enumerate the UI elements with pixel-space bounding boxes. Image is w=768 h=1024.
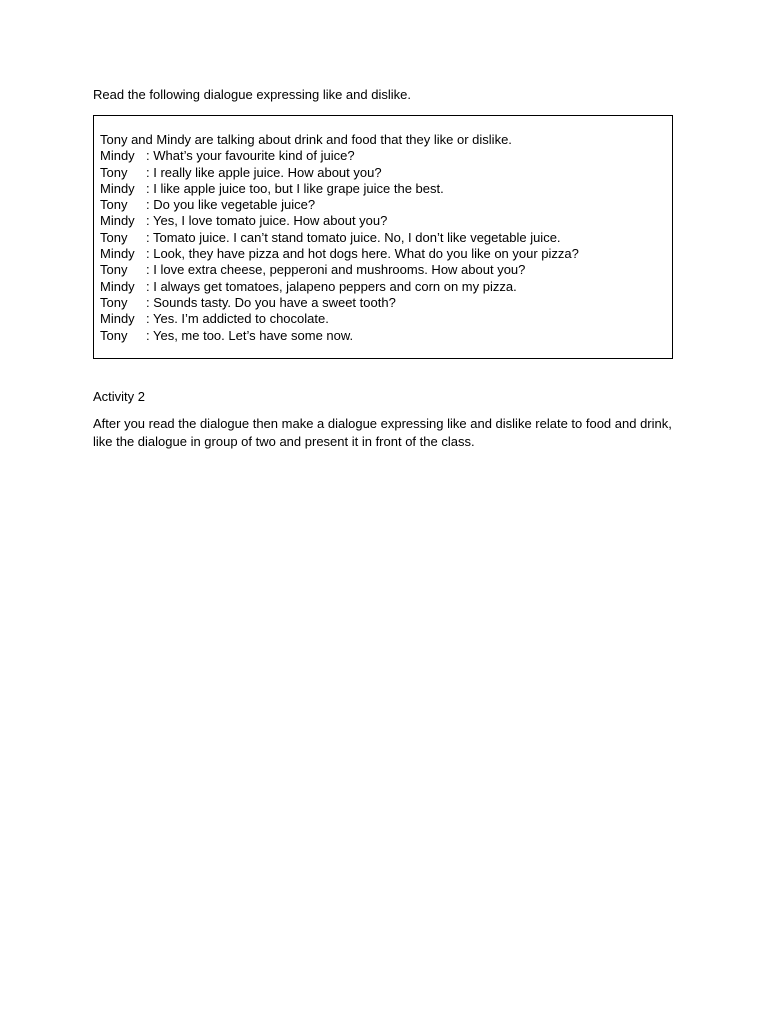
utterance-text: : I like apple juice too, but I like grape juice the best. <box>146 180 444 196</box>
utterance-text: : Tomato juice. I can’t stand tomato juice. No, I don’t like vegetable juice. <box>146 229 561 245</box>
utterance-text: : Sounds tasty. Do you have a sweet tooth? <box>146 294 396 310</box>
speaker-name: Mindy <box>100 180 135 196</box>
utterance-text: : Look, they have pizza and hot dogs here. What do you like on your pizza? <box>146 246 579 262</box>
utterance-text: : Yes, I love tomato juice. How about you? <box>146 213 388 229</box>
dialogue-line <box>100 246 672 262</box>
instructions-text: After you read the dialogue then make a dialogue expressing like and dislike relate to food and drink, like the dialogue in group of two and present it in front of the class. <box>93 416 672 449</box>
utterance-text: : I always get tomatoes, jalapeno peppers and corn on my pizza. <box>146 278 517 294</box>
speaker-name: Tony <box>100 262 128 278</box>
dialogue-box <box>93 115 673 359</box>
speaker-name: Mindy <box>100 278 135 294</box>
utterance-text: : What’s your favourite kind of juice? <box>146 148 355 164</box>
utterance-text: : I love extra cheese, pepperoni and mushrooms. How about you? <box>146 262 526 278</box>
dialogue-line <box>100 279 672 295</box>
utterance-text: : Yes. I’m addicted to chocolate. <box>146 311 329 327</box>
intro-text: Read the following dialogue expressing like and dislike. <box>93 87 411 102</box>
dialogue-line <box>100 230 672 246</box>
speaker-name: Mindy <box>100 148 135 164</box>
dialogue-line <box>100 295 672 311</box>
utterance-text: : Do you like vegetable juice? <box>146 197 316 213</box>
dialogue-line <box>100 262 672 278</box>
speaker-name: Tony <box>100 229 128 245</box>
dialogue-heading: Tony and Mindy are talking about drink and food that they like or dislike. <box>100 132 512 147</box>
speaker-name: Tony <box>100 164 128 180</box>
dialogue-line <box>100 328 672 344</box>
dialogue-line <box>100 213 672 229</box>
speaker-name: Mindy <box>100 246 135 262</box>
activity-title: Activity 2 <box>93 389 146 404</box>
dialogue-line <box>100 311 672 327</box>
speaker-name: Mindy <box>100 213 135 229</box>
speaker-name: Mindy <box>100 311 135 327</box>
speaker-name: Tony <box>100 327 128 343</box>
dialogue-line <box>100 197 672 213</box>
speaker-name: Tony <box>100 197 128 213</box>
speaker-name: Tony <box>100 294 128 310</box>
utterance-text: : I really like apple juice. How about you? <box>146 164 382 180</box>
utterance-text: : Yes, me too. Let’s have some now. <box>146 327 354 343</box>
dialogue-line <box>100 165 672 181</box>
dialogue-line <box>100 181 672 197</box>
dialogue-line <box>100 148 672 164</box>
